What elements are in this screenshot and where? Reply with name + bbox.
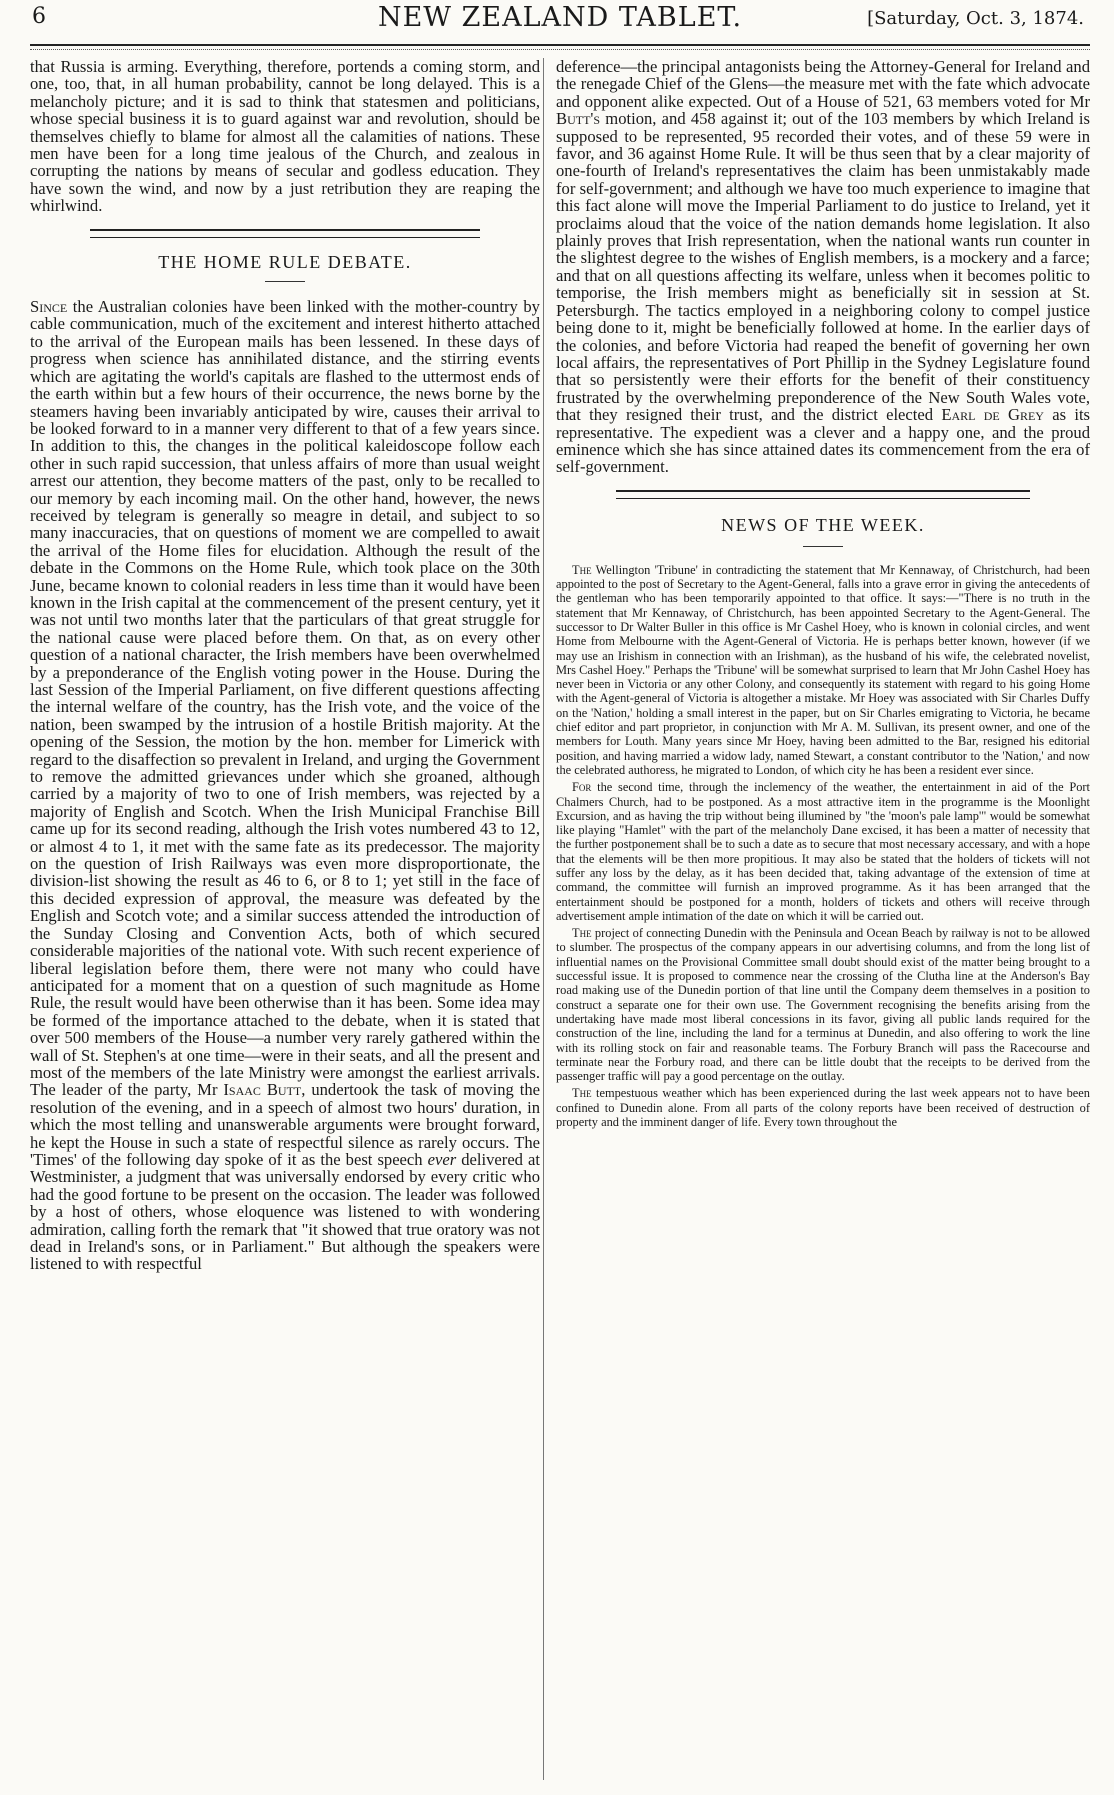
continuation-text: deference—the principal antagonists being the Attorney-General for Ireland and the renegade Chief of the Glens—the measure met with the fate which advocate and opponent alike expected. Out of a House of 521, 63 members voted for Mr: [556, 57, 1090, 111]
news-item: [556, 1086, 1090, 1129]
name-butt: Butt's: [556, 109, 601, 129]
news-text: project of connecting Dunedin with the Peninsula and Ocean Beach by railway is not to be allowed to slumber. The prospectus of the company appears in our advertising columns, and from the long list of influential names on the Provisional Committee small doubt should exist of the matter being brought to a successful issue. It is proposed to commence near the crossing of the Clutha line at the Anderson's Bay road making use of the Dunedin portion of that line until the Company deem themselves in a position to construct a separate one for their own use. The Government recognising the benefits arising from the undertaking have made most liberal concessions in its favor, giving all public lands required for the construction of the line, including the land for a terminus at Dunedin, and also offering to work the line with its rolling stock on fair and reasonable teams. The Forbury Branch will pass the Racecourse and terminate near the Forbury road, and there can be little doubt that the receipts to be derived from the passenger traffic will pay a good percentage on the outlay.: [556, 926, 1090, 1084]
article-text-cont: , undertook the task of moving the resolution of the evening, and in a speech of almost two hours' duration, in which the most telling and unanswerable arguments were brought forward, he kept the House in such a state of respectful silence as rarely occurs. The 'Times' of the following day spoke of it as the best speech: [30, 1080, 541, 1169]
drop-word: Since: [30, 297, 68, 317]
home-rule-article: [30, 298, 540, 1273]
newspaper-title: NEW ZEALAND TABLET.: [377, 2, 743, 33]
emphasis-ever: ever: [427, 1149, 457, 1169]
news-lead: The: [572, 1086, 592, 1101]
column-divider: [543, 58, 544, 1780]
page-number: 6: [32, 4, 46, 29]
section-divider: [616, 490, 1030, 499]
news-text: the second time, through the inclemency of the weather, the entertainment in aid of the Port Chalmers Church, had to be postponed. As a most attractive item in the programme is the Moonlight Excursion, and as having the trip without being illumined by "the 'moon's pale lamp'" would be somewhat like playing "Hamlet" with the part of the melancholy Dane excised, it has been a matter of necessity that the further postponement shall be to such a date as to secure that most necessary accessary, and with a hope that the elements will be then more propitious. It may also be stated that the holders of tickets will not suffer any loss by the delay, as it has been decided that, taking advantage of the extension of time at command, the committee will furnish an improved programme. As it has been arranged that the entertainment should be postponed for a month, holders of tickets and others will receive through advertisement ample intimation of the date on which it will be carried out.: [556, 780, 1090, 923]
masthead: [30, 0, 1090, 44]
continued-paragraph: that Russia is arming. Everything, therefore, portends a coming storm, and one, too, that, in all human probability, cannot be long delayed. This is a melancholy picture; and it is sad to think that statesmen and politicians, whose special business it is to guard against war and revolution, should be themselves chiefly to blame for almost all the calamities of nations. These men have been for a long time jealous of the Church, and zealous in corrupting the nations by means of secular and godless education. They have sown the wind, and now by a just retribution they are reaping the whirlwind.: [30, 57, 540, 216]
news-item: [556, 780, 1090, 923]
home-rule-continuation: [556, 58, 1090, 476]
continuation-paragraph: [556, 58, 1090, 476]
article-text: the Australian colonies have been linked with the mother-country by cable communication, much of the excitement and interest hitherto attached to the arrival of the European mails has been lessened. In these days of progress when science has annihilated distance, and the stirring events which are agitating the world's capitals are flashed to the uttermost ends of the earth within but a few hours of their occurrence, the news borne by the steamers having been invariably anticipated by wire, causes their arrival to be looked forward to in a manner very different to that of a few years since. In addition to this, the changes in the political kaleidoscope follow each other in such rapid succession, that unless affairs of more than usual weight arrest our attention, they become matters of the past, only to be recalled to our memory by each incoming mail. On the other hand, however, the news received by telegram is generally so meagre in detail, and subject to so many inaccuracies, that on questions of moment we are compelled to await the arrival of the Home files for elucidation. Although the result of the debate in the Commons on the Home Rule, which took place on the 30th June, became known to colonial readers in less time than it would have been known in the Irish capital at the commencement of the present century, yet it was not until two months later that the particulars of that great struggle for the national cause were placed before them. On that, as on every other question of a national character, the Irish members have been overwhelmed by a preponderance of the English voting power in the House. During the last Session of the Imperial Parliament, on five different questions affecting the internal welfare of the country, has the Irish vote, and the voice of the nation, been swamped by the intrusion of a hostile British majority. At the opening of the Session, the motion by the hon. member for Limerick with regard to the disaffection so prevalent in Ireland, and urging the Government to remove the admitted grievances under which she groaned, although carried by a majority of two to one of Irish members, was rejected by a majority of English and Scotch. When the Irish Municipal Franchise Bill came up for its second reading, although the Irish votes numbered 43 to 12, or almost 4 to 1, it met with the same fate as its predecessor. The majority on the question of Irish Railways was even more disproportionate, the division-list showing the result as 46 to 6, or 8 to 1; yet still in the face of this decided expression of approval, the measure was defeated by the English and Scotch vote; and a similar success attended the introduction of the Sunday Closing and Convention Acts, both of which secured considerable majorities of the national vote. With such recent experience of liberal legislation before them, there were not many who could have anticipated for a moment that on a question of such magnitude as Home Rule, the result would have been otherwise than it has been. Some idea may be formed of the importance attached to the debate, when it is stated that over 500 members of the House—a number very rarely gathered within the wall of St. Stephen's at one time—were in their seats, and all the present and most of the members of the late Ministry were amongst the earliest arrivals. The leader of the party, Mr: [30, 297, 540, 1100]
name-isaac-butt: Isaac Butt: [223, 1080, 302, 1100]
section-divider: [90, 229, 480, 238]
news-text: tempestuous weather which has been experienced during the last week appears not to have been confined to Dunedin alone. From all parts of the colony reports have been received of destruction of property and the imminent danger of life. Every town throughout the: [556, 1086, 1090, 1130]
news-item: [556, 563, 1090, 777]
right-column: [556, 58, 1090, 1132]
news-lead: For: [572, 780, 592, 795]
article-text-end: delivered at Westminister, a judgment that was universally endorsed by every critic who had the good fortune to be present on the occasion. The leader was followed by a host of others, whose eloquence was listened to with wondering admiration, calling forth the remark that "it showed that true oratory was not dead in Ireland's sons, or in Parliament." But although the speakers were listened to with respectful: [30, 1149, 540, 1274]
name-earl-de-grey: Earl de Grey: [941, 405, 1044, 425]
news-lead: The: [572, 562, 592, 577]
left-column: [30, 58, 540, 1273]
section-heading-home-rule: THE HOME RULE DEBATE.: [158, 251, 412, 272]
news-items: [556, 563, 1090, 1130]
continuation-text-end: as its representative. The expedient was a clever and a happy one, and the proud eminence which she has since attained dates its commencement from the era of self-government.: [556, 405, 1091, 477]
section-heading-news: NEWS OF THE WEEK.: [721, 514, 925, 535]
issue-date: [Saturday, Oct. 3, 1874.: [867, 8, 1084, 29]
heading-rule: [803, 546, 843, 547]
heading-rule: [265, 281, 305, 282]
news-text: Wellington 'Tribune' in contradicting the statement that Mr Kennaway, of Christchurch, had been appointed to the post of Secretary to the Agent-General, falls into a grave error in giving the antecedents of the gentleman who has been temporarily appointed to that office. It says:—"There is no truth in the statement that Mr Kennaway, of Christchurch, has been appointed Secretary to the Agent-General. The successor to Dr Walter Buller in this office is Mr Cashel Hoey, who is known in colonial circles, and went Home from Melbourne with the Agent-General of Victoria. He is perhaps better known, however (if we may use an Irishism in connection with an Irishman), as the husband of his wife, the celebrated novelist, Mrs Cashel Hoey." Perhaps the 'Tribune' will be somewhat surprised to learn that Mr John Cashel Hoey has never been in Victoria or any other Colony, and consequently its statement with regard to his going Home with the Agent-general of Victoria is altogether a mistake. Mr Hoey was associated with Sir Charles Duffy on the 'Nation,' holding a small interest in the paper, but on Sir Charles emigrating to Victoria, he became chief editor and part proprietor, in conjunction with Mr A. M. Sullivan, its present owner, and one of the members for Louth. Many years since Mr Hoey, having been admitted to the Bar, resigned his editorial position, and having married a widow lady, named Stewart, a constant contributor to the 'Nation,' and now the celebrated authoress, he migrated to London, of which city he has been a resident ever since.: [556, 562, 1090, 777]
news-lead: The: [572, 926, 592, 941]
continuation-text-b: motion, and 458 against it; out of the 103 members by which Ireland is supposed to be represented, 95 recorded their votes, and of these 59 were in favor, and 36 against Home Rule. It will be thus seen that by a clear majority of one-fourth of Ireland's representatives the claim has been unmistakably made for self-government; and although we have too much experience to imagine that this fact alone will move the Imperial Parliament to do justice to Ireland, yet it proclaims aloud that the voice of the nation demands home legislation. It also plainly proves that Irish representation, when the national wants run counter in the slightest degree to the wishes of English members, is a mockery and a farce; and that on all questions affecting its welfare, unless when it becomes politic to temporise, the Irish members might as beneficially sit in session at St. Petersburgh. The tactics employed in a neighboring colony to compel justice being done to it, might be beneficially followed at home. In the earlier days of the colonies, and before Victoria had reaped the benefit of governing her own local affairs, the representatives of Port Phillip in the Sydney Legislature found that so persistently were their efforts for the benefit of their constituency frustrated by the overwhelming preponderence of the New South Wales vote, that they resigned their trust, and the district elected: [556, 109, 1091, 425]
masthead-rule-dotted: [30, 49, 1090, 50]
masthead-rule: [30, 44, 1090, 46]
news-item: [556, 926, 1090, 1083]
